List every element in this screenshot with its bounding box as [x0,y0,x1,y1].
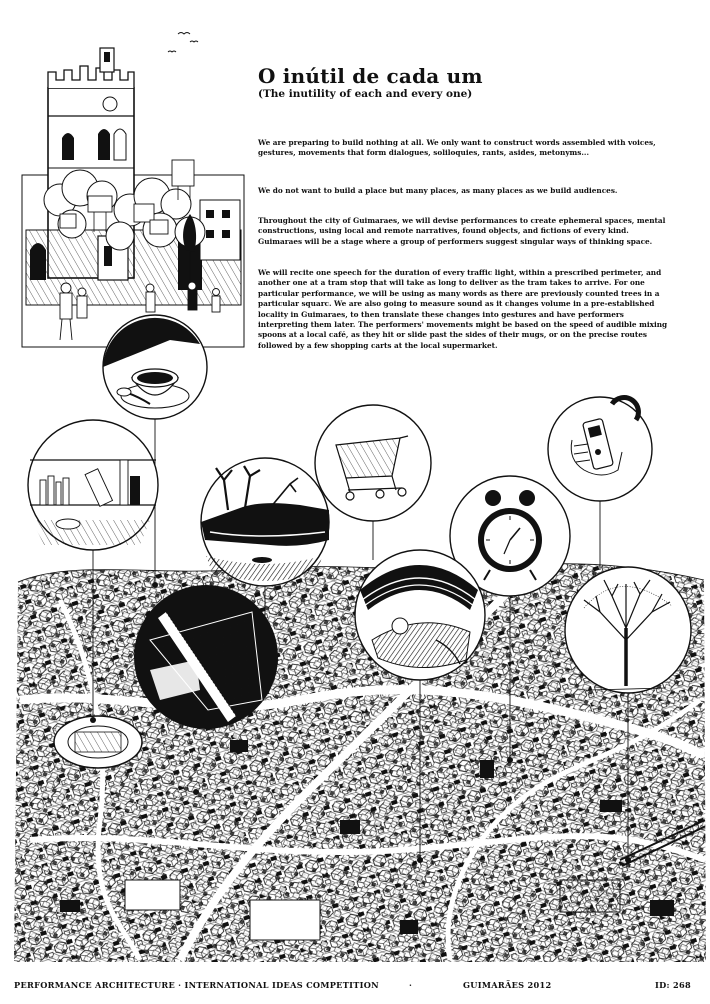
shore-branches-vignette [201,458,329,586]
ramp-stripes-vignette [134,585,278,729]
footer-location: GUIMARÃES 2012 [463,980,552,990]
places-paragraph: We do not want to build a place but many places, as many places as we build audiences. [258,186,618,195]
city-paragraph: Throughout the city of Guimaraes, we will devise performances to create ephemeral spaces, mental constructions, using local and remote narratives, found objects, and fictions of every kind. Guimaraes will be a stage where a group of performers suggest singular ways of thinking space. [258,216,666,246]
footer-separator: · [409,980,413,990]
performances-paragraph: We will recite one speech for the duration of every traffic light, within a prescribed perimeter, and another one at a tram stop that will take as long to deliver as the tram takes to arrive. For one particular performance, we will be using as many words as there are previously counted trees in a particular squarc. We are also going to measure sound as it changes volume in a pre-established locality in Guimaraes, to then translate these changes into gestures and have performers interpreting them later. The performers' movements might be based on the speed of audible mixing spoons at a local café, as they hit or slide past the sides of their mugs, or on the precise routes followed by a few shopping carts at the local supermarket. [258,268,668,350]
poster-subtitle: (The inutility of each and every one) [258,88,473,100]
coffee-cup-vignette [103,315,207,419]
bare-tree-vignette [565,567,691,693]
poster-title: O inútil de cada um [258,64,483,88]
intro-paragraph: We are preparing to build nothing at all. We only want to construct words assembled with voices, gestures, movements that form dialogues, soliloquies, rants, asides, metonyms... [258,138,656,158]
striped-tunnel-vignette [355,550,485,680]
footer-competition: PERFORMANCE ARCHITECTURE · INTERNATIONAL IDEAS COMPETITION [14,980,379,990]
footer-id: ID: 268 [655,980,691,990]
church-tower-sketch [22,33,244,348]
shopping-cart-vignette [315,405,431,521]
audio-recorder-vignette [548,397,652,501]
bookshelf-vignette [28,420,158,550]
